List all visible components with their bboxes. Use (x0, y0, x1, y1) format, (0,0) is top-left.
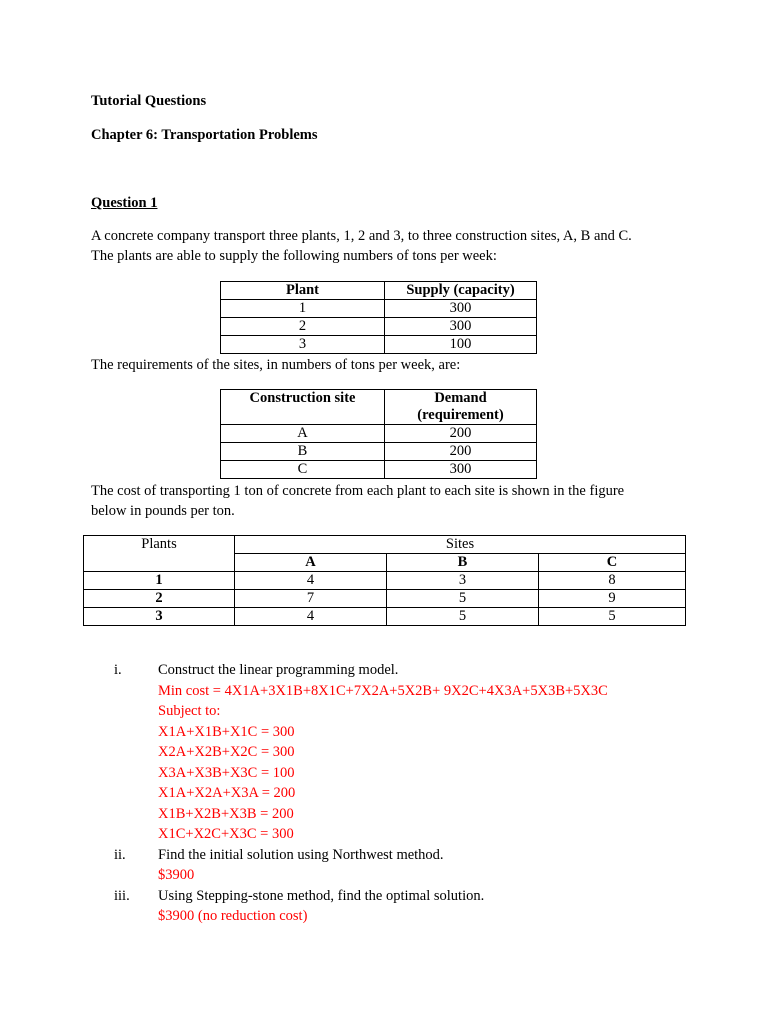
item-text: Construct the linear programming model. (158, 662, 399, 678)
answer-line: X2A+X2B+X2C = 300 (158, 744, 295, 760)
item-number: iii. (114, 888, 130, 904)
cost-cell: 3 (387, 572, 539, 590)
cost-cell: 5 (387, 608, 539, 626)
answer-line: X1A+X2A+X3A = 200 (158, 785, 296, 801)
table-cell: 300 (385, 461, 537, 479)
answer-line: X1C+X2C+X3C = 300 (158, 826, 294, 842)
site-header-cell: C (539, 554, 686, 572)
demand-table (220, 389, 537, 479)
cost-cell: 7 (235, 590, 387, 608)
cost-text-line-1: The cost of transporting 1 ton of concrete from each plant to each site is shown in the figure (91, 483, 625, 499)
answer-line: $3900 (no reduction cost) (158, 908, 308, 924)
site-header-cell: B (387, 554, 539, 572)
demand-header-line-1: Demand (434, 390, 487, 406)
cost-cell: 8 (539, 572, 686, 590)
plant-cell: 2 (84, 590, 235, 608)
table-row (221, 336, 537, 354)
cost-cell: 9 (539, 590, 686, 608)
table-cell: 200 (385, 425, 537, 443)
table-row (221, 425, 537, 443)
table-row (221, 300, 537, 318)
answer-line: X1B+X2B+X3B = 200 (158, 806, 294, 822)
answer-line: X1A+X1B+X1C = 300 (158, 724, 295, 740)
table-row (84, 572, 686, 590)
table-cell: A (221, 425, 385, 443)
supply-table (220, 281, 537, 354)
answer-line: Min cost = 4X1A+3X1B+8X1C+7X2A+5X2B+ 9X2C+4X3A+5X3B+5X3C (158, 683, 608, 699)
cost-table (83, 535, 686, 626)
sites-header: Sites (235, 536, 686, 554)
table-row (84, 590, 686, 608)
item-number: ii. (114, 847, 126, 863)
table-cell: C (221, 461, 385, 479)
table-header-cell: Plant (221, 282, 385, 300)
cost-cell: 5 (387, 590, 539, 608)
plants-label: Plants (141, 536, 177, 552)
table-row (221, 318, 537, 336)
intro-line-1: A concrete company transport three plants, 1, 2 and 3, to three construction sites, A, B and C. (91, 228, 632, 244)
cost-cell: 5 (539, 608, 686, 626)
answer-line: X3A+X3B+X3C = 100 (158, 765, 295, 781)
table-cell: 3 (221, 336, 385, 354)
item-number: i. (114, 662, 122, 678)
table-cell: B (221, 443, 385, 461)
table-cell: 300 (385, 300, 537, 318)
table-row (221, 461, 537, 479)
item-text: Using Stepping-stone method, find the optimal solution. (158, 888, 485, 904)
table-cell: 300 (385, 318, 537, 336)
cost-cell: 4 (235, 572, 387, 590)
plant-cell: 3 (84, 608, 235, 626)
table-cell: 100 (385, 336, 537, 354)
table-row (84, 536, 686, 554)
table-cell: 200 (385, 443, 537, 461)
site-header-cell: A (235, 554, 387, 572)
plants-header (84, 536, 235, 572)
table-header-cell: Construction site (221, 390, 385, 425)
plant-cell: 1 (84, 572, 235, 590)
item-text: Find the initial solution using Northwest method. (158, 847, 444, 863)
answer-line: $3900 (158, 867, 195, 883)
table-row (221, 390, 537, 425)
demand-header-line-2: (requirement) (417, 407, 504, 423)
table-header-cell: Supply (capacity) (385, 282, 537, 300)
table-cell: 1 (221, 300, 385, 318)
table-header-cell (385, 390, 537, 425)
table-cell: 2 (221, 318, 385, 336)
answer-line: Subject to: (158, 703, 221, 719)
chapter-heading: Chapter 6: Transportation Problems (91, 127, 318, 143)
table-row (84, 608, 686, 626)
table-row (221, 443, 537, 461)
table-row (221, 282, 537, 300)
cost-text-line-2: below in pounds per ton. (91, 503, 235, 519)
requirements-text: The requirements of the sites, in numbers of tons per week, are: (91, 357, 461, 373)
intro-line-2: The plants are able to supply the following numbers of tons per week: (91, 248, 497, 264)
question-heading: Question 1 (91, 195, 158, 211)
cost-cell: 4 (235, 608, 387, 626)
tutorial-heading: Tutorial Questions (91, 93, 207, 109)
